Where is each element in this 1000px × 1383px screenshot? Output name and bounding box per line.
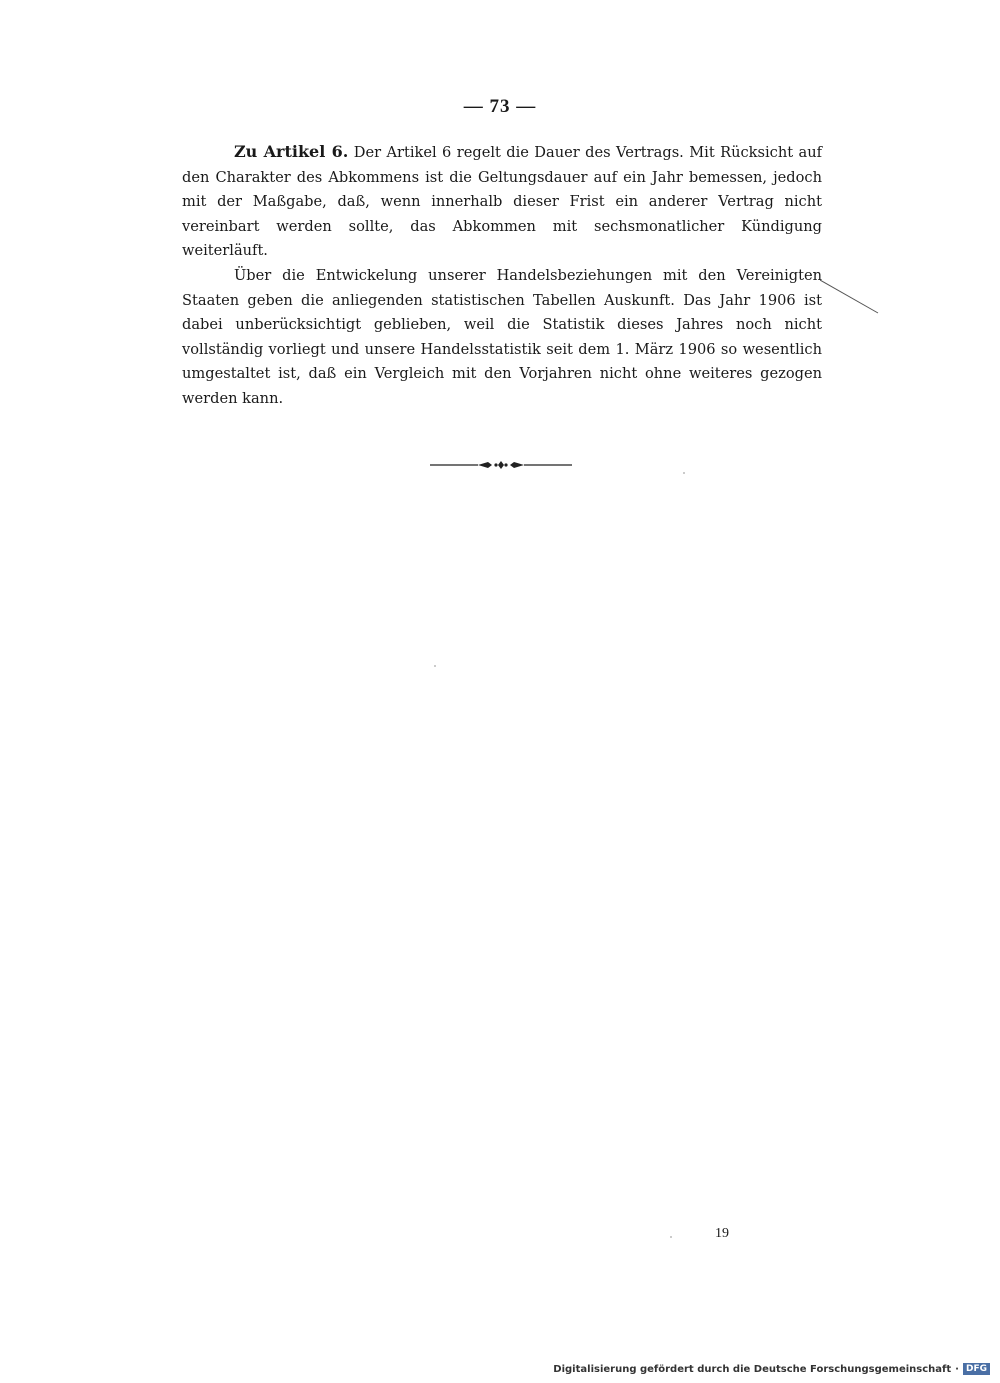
paragraph-1-lead: Zu Artikel 6.	[234, 142, 349, 161]
speck	[434, 665, 436, 667]
paragraph-2-text: Über die Entwickelung unserer Handelsbeziehungen mit den Vereinigten Staaten geben die anliegenden statistischen Tabellen Auskunft. Das Jahr 1906 ist dabei unberücksichtigt geblieben, weil die Statistik dieses Jahres noch nicht vollständig vorliegt und unsere Handelsstatistik seit dem 1. März 1906 so wesentlich umgestaltet ist, daß ein Vergleich mit den Vorjahren nicht ohne weiteres gezogen werden kann.	[182, 266, 822, 407]
speck	[683, 472, 685, 474]
speck	[670, 1236, 672, 1238]
footer-separator: ·	[955, 1363, 959, 1375]
page-number: — 73 —	[463, 96, 537, 117]
dfg-logo: DFG	[963, 1363, 990, 1375]
paragraph-1	[182, 140, 822, 264]
footer-text: Digitalisierung gefördert durch die Deutsche Forschungsgemeinschaft	[553, 1363, 952, 1375]
paragraph-2	[182, 264, 822, 412]
body-text	[182, 140, 822, 412]
signature-number: 19	[715, 1226, 729, 1241]
footer	[553, 1363, 990, 1375]
paragraph-1-text: Der Artikel 6 regelt die Dauer des Vertrags. Mit Rücksicht auf den Charakter des Abkommens ist die Geltungsdauer auf ein Jahr bemessen, jedoch mit der Maßgabe, daß, wenn innerhalb dieser Frist ein anderer Vertrag nicht vereinbart werden sollte, das Abkommen mit sechsmonatlicher Kündigung weiterläuft.	[182, 144, 822, 260]
ornament-divider	[430, 458, 572, 472]
pencil-mark	[820, 280, 890, 320]
